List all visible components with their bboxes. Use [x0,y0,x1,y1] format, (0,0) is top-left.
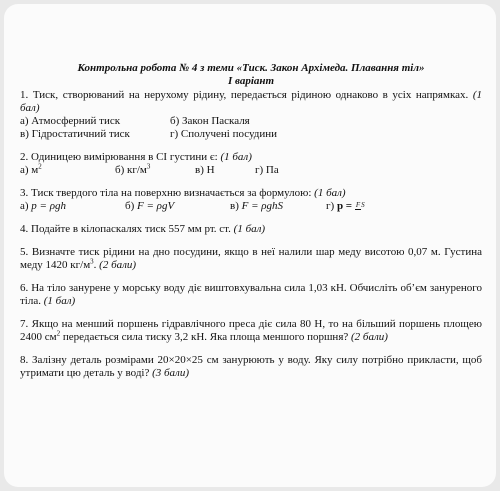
q2-option-c: в) Н [195,164,215,176]
q2-option-a: а) $м^2$ [20,162,42,176]
q1-option-a: а) Атмосферний тиск [20,115,121,127]
q2-option-d: г) Па [255,164,279,176]
fraction-formula: FS [355,201,365,210]
question-4-points: (1 бал) [233,223,266,235]
question-5-points: (2 бали) [99,259,137,271]
q3-option-b: б) F = ρgV [125,200,175,212]
q1-option-c: в) Гідростатичний тиск [20,128,130,140]
question-8-points: (3 бали) [152,367,190,379]
question-3-text: 3. Тиск твердого тіла на поверхню визначається за формулою: [20,187,312,199]
question-7: 7. Якщо на менший поршень гідравлічного преса діє сила 80 Н, то на більший поршень площею 2400 $см^2$ передається сила тиску 3,2 кН. Яка площа меншого поршня? (2 бали) [20,318,482,343]
question-4-text: 4. Подайте в кілопаскалях тиск 557 мм рт. ст. [20,223,231,235]
question-8-text: 8. Залізну деталь розмірами 20×20×25 см занурюють у воду. Яку силу потрібно прикласти, щоб утримати цю деталь у воді? [20,354,482,379]
question-5-text: 5. Визначте тиск рідини на дно посудини, якщо в неї налили шар меду висотою 0,07 м. Густина меду 1420 кг/м [20,246,482,271]
question-4 [20,223,482,236]
question-7-points: (2 бали) [351,331,388,343]
question-3-points: (1 бал) [314,187,346,199]
question-3 [20,187,482,213]
question-6 [20,282,482,308]
variant-label: І варіант [227,75,275,87]
q3-option-c: в) F = ρghS [230,200,284,212]
question-2 [20,151,482,177]
question-1-text: 1. Тиск, створюваний на нерухому рідину, передається рідиною однаково в усіх напрямках. [20,89,469,101]
question-1 [20,89,482,141]
q1-option-b: б) Закон Паскаля [170,115,250,127]
q3-option-a: а) p = ρgh [20,200,66,212]
q2-option-b: б) $кг/м^3$ [115,162,151,176]
question-2-points: (1 бал) [220,151,252,163]
question-8 [20,354,482,380]
question-2-text: 2. Одиницею вимірювання в СІ густини є: [20,151,218,163]
question-6-text: 6. На тіло занурене у морську воду діє виштовхувальна сила 1,03 кН. Обчисліть об’єм зануреного тіла. [20,282,482,307]
question-6-points: (1 бал) [43,295,76,307]
q3-option-d: г) p = FS [326,200,365,212]
test-title: Контрольна робота № 4 з теми «Тиск. Закон Архімеда. Плавання тіл» [77,62,425,74]
question-7-text: 7. Якщо на менший поршень гідравлічного преса діє сила 80 Н, то на більший поршень площею 2400 см [20,318,482,343]
test-document [20,62,482,380]
question-5: 5. Визначте тиск рідини на дно посудини, якщо в неї налили шар меду висотою 0,07 м. Густина меду 1420 $кг/м^3$. (2 бали) [20,246,482,271]
q1-option-d: г) Сполучені посудини [170,128,278,140]
question-1-points: (1 бал) [20,89,482,114]
